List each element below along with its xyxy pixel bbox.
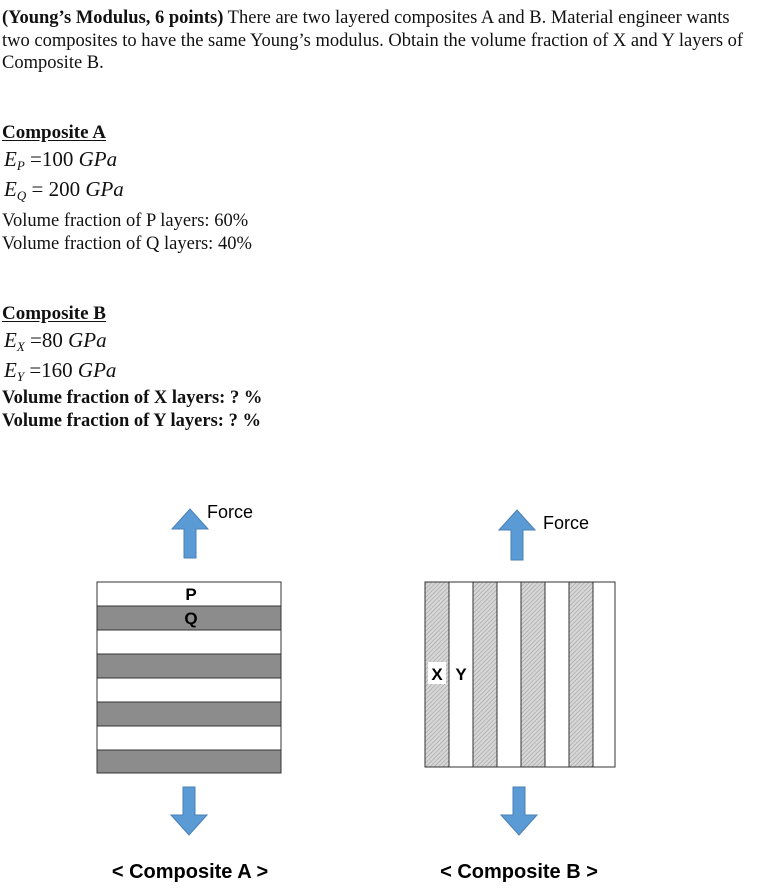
force-label-a: Force bbox=[207, 502, 254, 522]
composite-a-fraction-p: Volume fraction of P layers: 60% bbox=[2, 211, 249, 231]
force-down-arrow-a-icon bbox=[171, 787, 207, 835]
composite-a-fraction-q: Volume fraction of Q layers: 40% bbox=[2, 234, 252, 254]
composite-b-layers bbox=[425, 582, 615, 767]
layer-y bbox=[497, 582, 521, 767]
layer-x bbox=[521, 582, 545, 767]
problem-title: (Young’s Modulus, 6 points) bbox=[2, 8, 224, 28]
label-y: Y bbox=[455, 665, 467, 684]
composite-b-equation-ey: $E_Y =160$ GPa bbox=[4, 358, 117, 384]
layer-x bbox=[473, 582, 497, 767]
composite-b-equation-ex: $E_X =80$ GPa bbox=[4, 328, 107, 354]
problem-text: There are two layered composites A and B. Material engineer wants two composites to have the same Young’s modulus. Obtain the volume fraction of X and Y layers of Composite B. bbox=[2, 8, 744, 73]
layer-x bbox=[569, 582, 593, 767]
force-label-b: Force bbox=[543, 513, 590, 533]
composite-a-heading: Composite A bbox=[2, 122, 106, 143]
composite-b-heading: Composite B bbox=[2, 303, 106, 324]
layer-q bbox=[97, 702, 281, 726]
layer-q bbox=[97, 654, 281, 678]
layer-p bbox=[97, 630, 281, 654]
caption-composite-a: < Composite A > bbox=[111, 861, 269, 883]
caption-composite-b: < Composite B > bbox=[440, 861, 598, 883]
composite-b-fraction-x: Volume fraction of X layers: ? % bbox=[2, 388, 263, 408]
layer-y bbox=[593, 582, 615, 767]
force-up-arrow-a-icon bbox=[172, 509, 208, 558]
force-up-arrow-b-icon bbox=[499, 510, 535, 560]
label-q: Q bbox=[184, 609, 198, 628]
label-x: X bbox=[431, 665, 443, 684]
composite-a-equation-eq: $E_Q = 200$ GPa bbox=[4, 177, 124, 203]
layer-p bbox=[97, 726, 281, 750]
layer-p bbox=[97, 678, 281, 702]
layer-y bbox=[545, 582, 569, 767]
label-p: P bbox=[185, 585, 197, 604]
force-down-arrow-b-icon bbox=[501, 787, 537, 835]
composite-b-fraction-y: Volume fraction of Y layers: ? % bbox=[2, 411, 261, 431]
layer-q bbox=[97, 750, 281, 773]
composite-a-equation-ep: $E_P =100$ GPa bbox=[4, 147, 118, 173]
